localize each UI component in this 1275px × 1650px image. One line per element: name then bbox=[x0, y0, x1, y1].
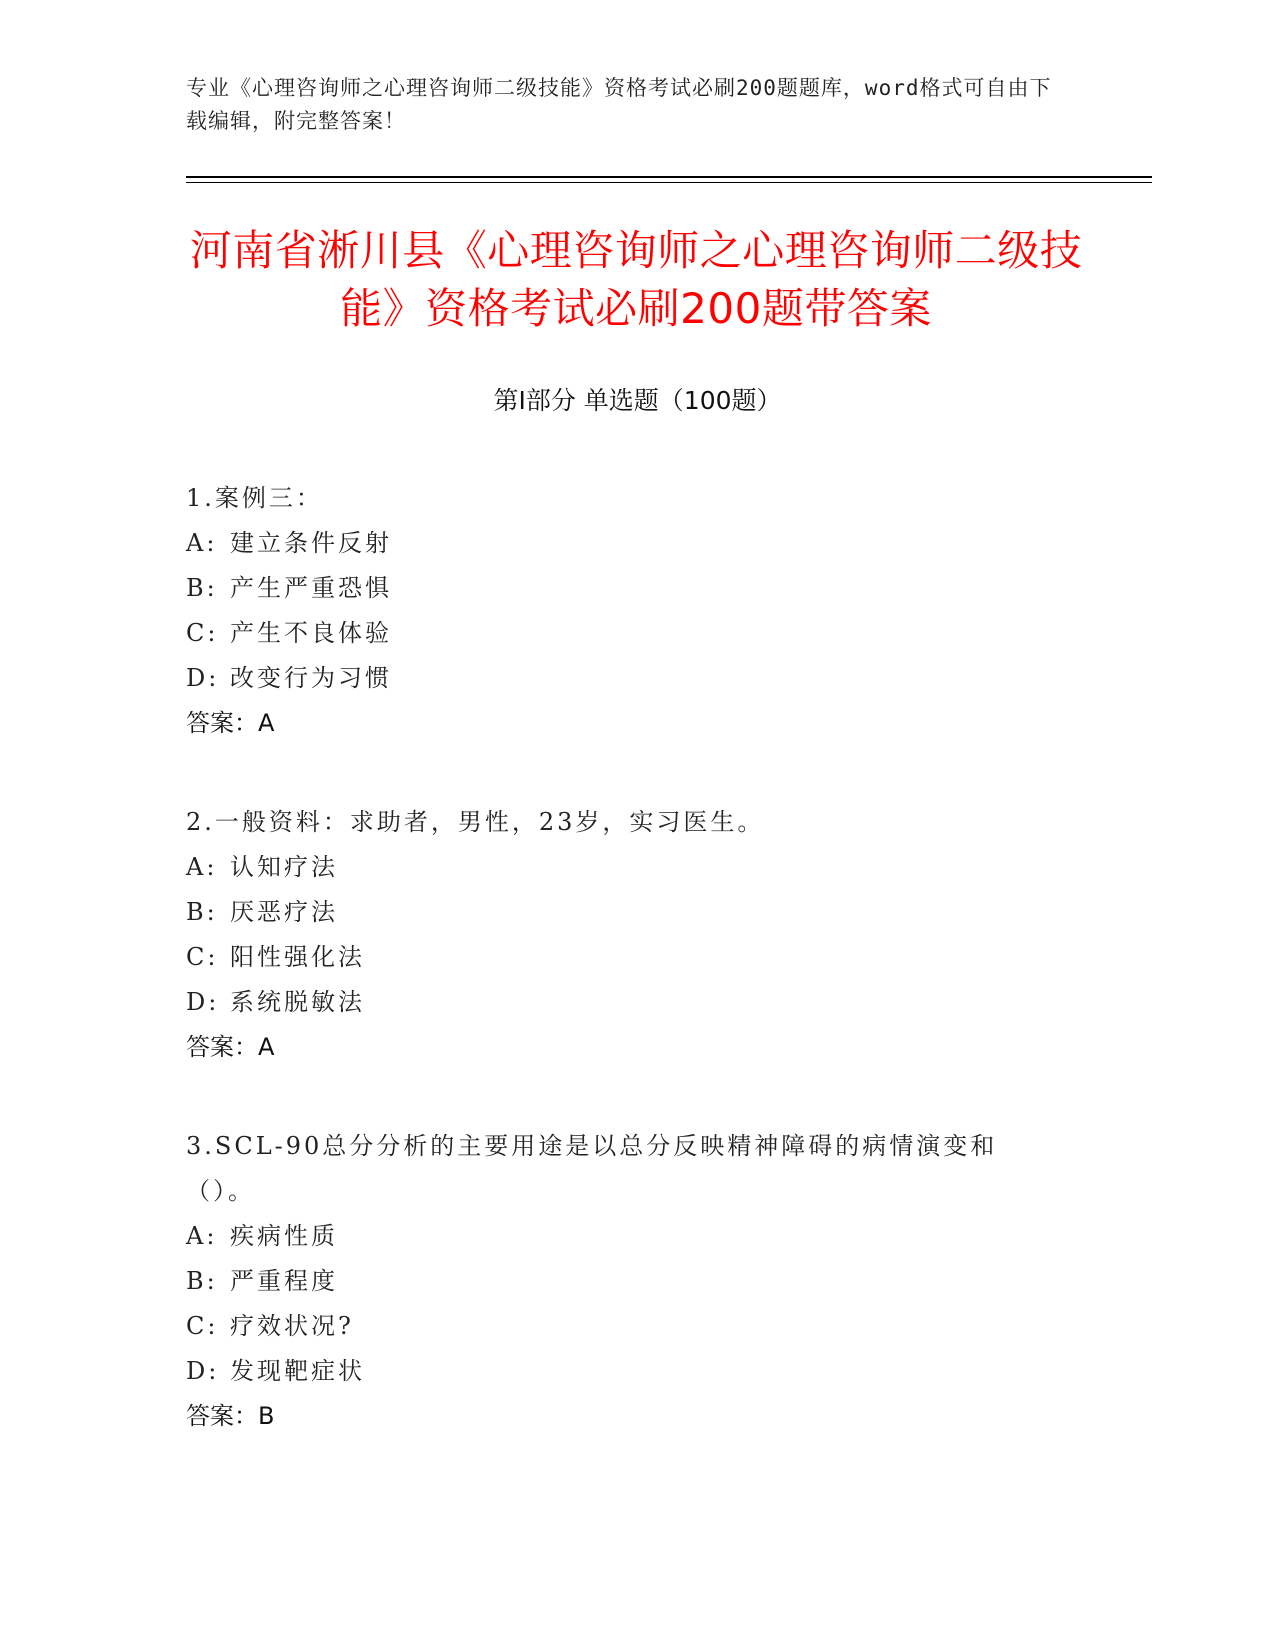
option-key: C: bbox=[186, 1312, 219, 1340]
header-divider-thin bbox=[186, 182, 1152, 183]
option-key: A: bbox=[186, 1222, 218, 1250]
header-divider-thick bbox=[186, 176, 1152, 178]
question-stem: 1.案例三： bbox=[186, 484, 323, 512]
option-key: B: bbox=[186, 574, 218, 602]
option-text: 厌恶疗法 bbox=[230, 898, 338, 926]
option-text: 阳性强化法 bbox=[230, 943, 365, 971]
option-d bbox=[186, 980, 1066, 1025]
option-text: 产生不良体验 bbox=[230, 619, 392, 647]
option-c bbox=[186, 935, 1066, 980]
question-stem: 3.SCL-90总分分析的主要用途是以总分反映精神障碍的病情演变和（）。 bbox=[186, 1132, 998, 1205]
option-c bbox=[186, 611, 1066, 656]
option-text: 认知疗法 bbox=[230, 853, 338, 881]
question-stem: 2.一般资料：求助者，男性，23岁，实习医生。 bbox=[186, 808, 765, 836]
option-text: 建立条件反射 bbox=[230, 529, 392, 557]
option-d bbox=[186, 1349, 1066, 1394]
question-item bbox=[186, 800, 1066, 1070]
option-key: C: bbox=[186, 943, 219, 971]
option-a bbox=[186, 521, 1066, 566]
option-text: 严重程度 bbox=[230, 1267, 338, 1295]
option-text: 改变行为习惯 bbox=[230, 664, 392, 692]
section-heading: 第Ⅰ部分 单选题（100题） bbox=[493, 386, 782, 415]
option-key: B: bbox=[186, 898, 218, 926]
option-a bbox=[186, 1214, 1066, 1259]
option-b bbox=[186, 1259, 1066, 1304]
option-text: 系统脱敏法 bbox=[230, 988, 365, 1016]
option-b bbox=[186, 890, 1066, 935]
option-text: 发现靶症状 bbox=[230, 1357, 365, 1385]
question-item bbox=[186, 476, 1066, 746]
question-item bbox=[186, 1124, 1066, 1439]
answer-line: 答案：A bbox=[186, 709, 275, 737]
option-a bbox=[186, 845, 1066, 890]
answer-line: 答案：A bbox=[186, 1033, 275, 1061]
option-key: C: bbox=[186, 619, 219, 647]
option-key: A: bbox=[186, 853, 218, 881]
option-text: 疗效状况? bbox=[230, 1312, 354, 1340]
header-note: 专业《心理咨询师之心理咨询师二级技能》资格考试必刷200题题库，word格式可自由下载编辑，附完整答案！ bbox=[186, 76, 1052, 133]
option-text: 疾病性质 bbox=[230, 1222, 338, 1250]
option-c bbox=[186, 1304, 1066, 1349]
option-key: D: bbox=[186, 988, 220, 1016]
option-d bbox=[186, 656, 1066, 701]
option-key: D: bbox=[186, 664, 220, 692]
option-b bbox=[186, 566, 1066, 611]
answer-line: 答案：B bbox=[186, 1402, 275, 1430]
document-title: 河南省淅川县《心理咨询师之心理咨询师二级技能》资格考试必刷200题带答案 bbox=[189, 226, 1083, 333]
option-key: B: bbox=[186, 1267, 218, 1295]
option-key: A: bbox=[186, 529, 218, 557]
option-key: D: bbox=[186, 1357, 220, 1385]
question-list bbox=[186, 476, 1066, 1493]
option-text: 产生严重恐惧 bbox=[230, 574, 392, 602]
